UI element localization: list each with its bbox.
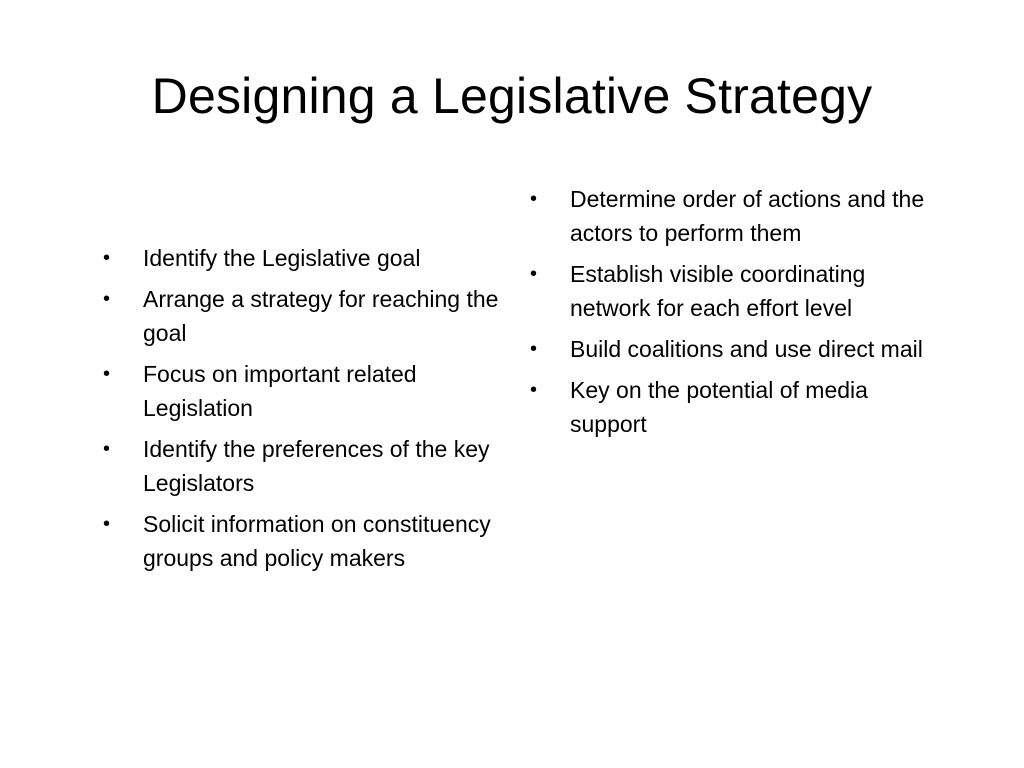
bullet-item (100, 282, 503, 350)
bullet-dot-icon: • (103, 512, 111, 535)
bullet-text: Solicit information on constituency groups and policy makers (143, 510, 491, 571)
bullet-item (527, 257, 930, 325)
bullet-item (100, 507, 503, 575)
left-bullet-column (100, 170, 500, 652)
bullet-text: Identify the Legislative goal (143, 244, 421, 271)
bullet-text: Determine order of actions and the actors to perform them (570, 186, 925, 246)
right-bullet-column (527, 182, 927, 482)
bullet-text: Key on the potential of media support (570, 377, 868, 437)
bullet-item (100, 241, 503, 275)
bullet-dot-icon: • (103, 437, 111, 460)
bullet-dot-icon: • (103, 362, 111, 385)
bullet-text: Establish visible coordinating network for each effort level (570, 261, 866, 321)
bullet-item (100, 432, 503, 500)
bullet-dot-icon: • (530, 379, 538, 401)
bullet-item (527, 373, 930, 441)
bullet-text: Build coalitions and use direct mail (570, 336, 923, 362)
bullet-dot-icon: • (530, 188, 538, 210)
bullet-item (527, 182, 930, 250)
bullet-dot-icon: • (103, 287, 111, 310)
bullet-text: Arrange a strategy for reaching the goal (143, 285, 499, 346)
bullet-text: Focus on important related Legislation (143, 360, 417, 421)
bullet-dot-icon: • (530, 338, 538, 360)
slide-title: Designing a Legislative Strategy (151, 68, 873, 124)
left-bullet-list (100, 241, 500, 582)
bullet-item (100, 357, 503, 425)
bullet-text: Identify the preferences of the key Legislators (143, 435, 490, 496)
bullet-dot-icon: • (103, 246, 111, 269)
bullet-dot-icon: • (530, 263, 538, 285)
right-bullet-list (527, 182, 927, 448)
bullet-item (527, 332, 930, 366)
